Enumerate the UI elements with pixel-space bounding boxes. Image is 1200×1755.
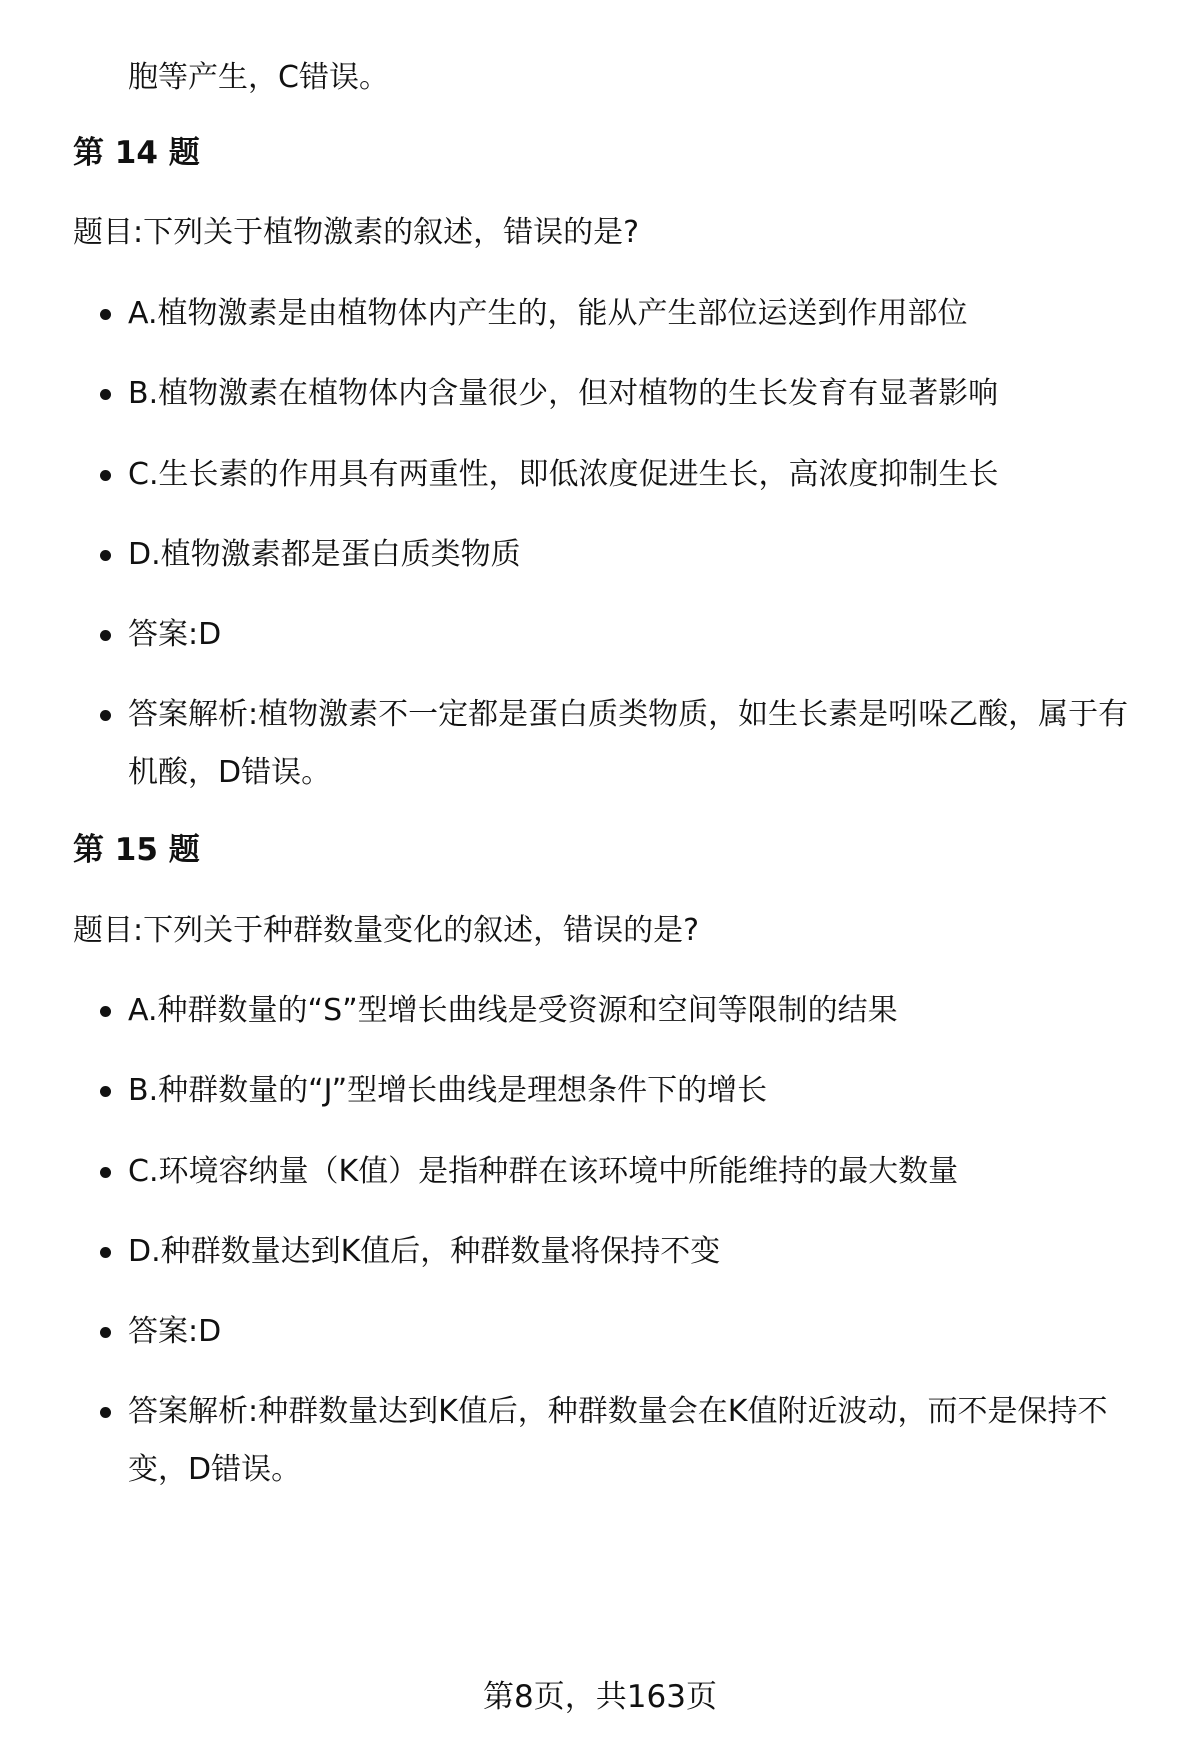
question-14-option-a: A.植物激素是由植物体内产生的，能从产生部位运送到作用部位: [128, 294, 1158, 334]
question-15-heading: 第 15 题: [73, 832, 200, 868]
question-15-option-c: C.环境容纳量（K值）是指种群在该环境中所能维持的最大数量: [128, 1152, 1158, 1192]
question-14-analysis: 答案解析:植物激素不一定都是蛋白质类物质，如生长素是吲哚乙酸，属于有机酸，D错误。: [128, 686, 1158, 802]
question-15-analysis: 答案解析:种群数量达到K值后，种群数量会在K值附近波动，而不是保持不变，D错误。: [128, 1383, 1158, 1499]
question-14-option-b: B.植物激素在植物体内含量很少，但对植物的生长发育有显著影响: [128, 374, 1158, 414]
question-15-option-a: A.种群数量的“S”型增长曲线是受资源和空间等限制的结果: [128, 991, 1158, 1031]
question-14-option-c: C.生长素的作用具有两重性，即低浓度促进生长，高浓度抑制生长: [128, 455, 1158, 495]
question-14-text: 题目:下列关于植物激素的叙述，错误的是?: [73, 215, 640, 250]
question-14-option-d: D.植物激素都是蛋白质类物质: [128, 535, 1158, 575]
question-14-heading: 第 14 题: [73, 135, 200, 171]
question-15-option-d: D.种群数量达到K值后，种群数量将保持不变: [128, 1232, 1158, 1272]
previous-analysis-continuation: 胞等产生，C错误。: [128, 60, 389, 95]
question-15-answer: 答案:D: [128, 1312, 1158, 1352]
page-number: 第8页，共163页: [483, 1679, 717, 1715]
question-15-text: 题目:下列关于种群数量变化的叙述，错误的是?: [73, 913, 700, 948]
question-15-option-b: B.种群数量的“J”型增长曲线是理想条件下的增长: [128, 1071, 1158, 1111]
question-14-answer: 答案:D: [128, 615, 1158, 655]
